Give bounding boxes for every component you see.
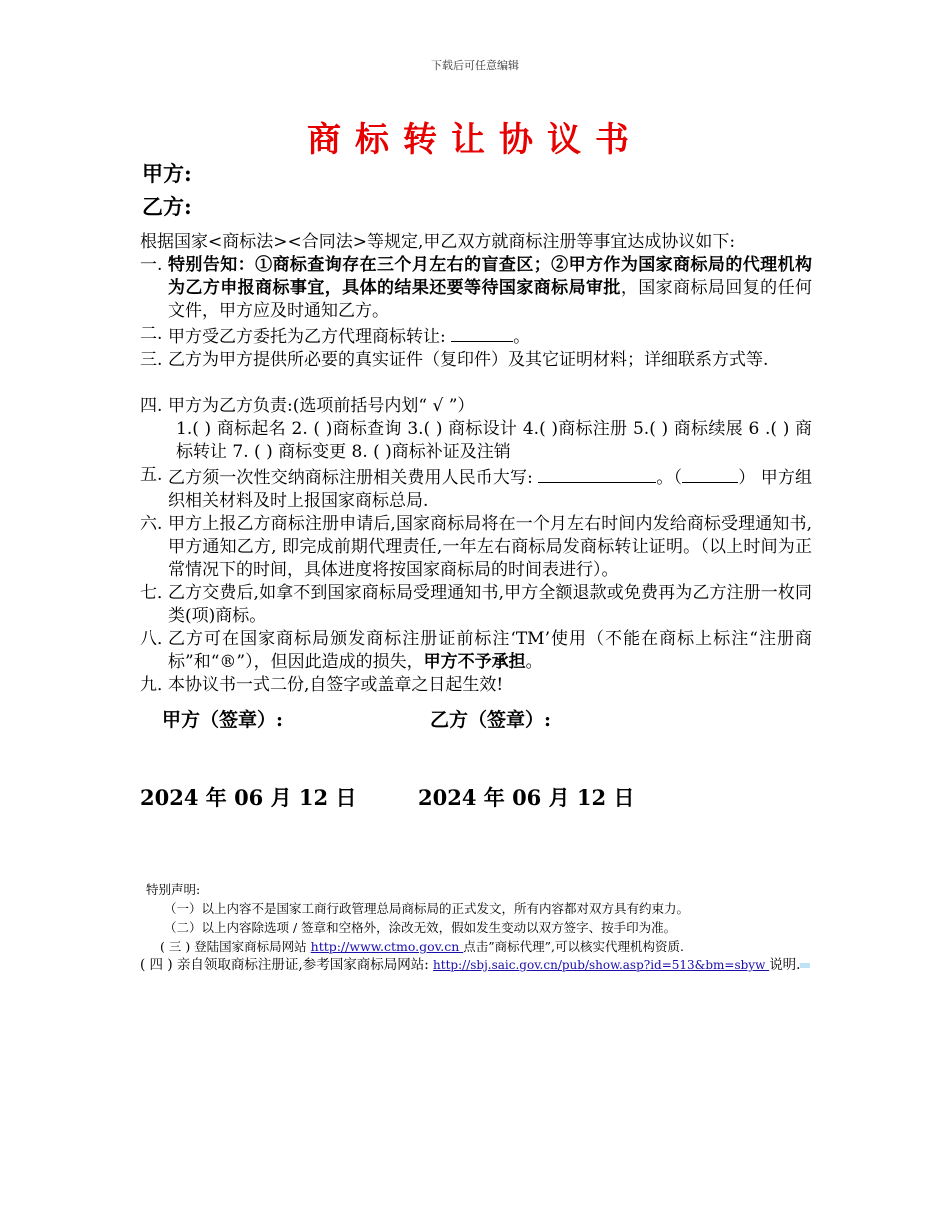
clause-number: 九． [140,675,174,695]
clause-number: 一. [140,255,163,275]
page-header-note: 下载后可任意编辑 [431,59,519,72]
punctuation: 。（ [656,468,683,488]
special-notice-text: 特别告知：①商标查询存在三个月左右的盲查区；②甲方作为国家商标局的代理机构为乙方申报商标事宜，具体的结果还要等待国家商标局审批 [168,255,812,298]
clause-text: 甲方受乙方委托为乙方代理商标转让: [168,327,446,347]
fee-number-blank-field[interactable] [682,464,738,483]
clause-text: 乙方为甲方提供所必要的真实证件（复印件）及其它证明材料；详细联系方式等. [168,350,769,370]
clause-8 [140,628,812,674]
agreement-body [140,231,812,697]
clause-4 [140,395,812,418]
party-b-date: 2024 年 06 月 12 日 [418,785,635,810]
highlight-mark [800,963,810,968]
party-a-signature-label: 甲方（签章）: [162,709,284,731]
party-b-signature-label: 乙方（签章）: [430,709,552,731]
saic-website-link[interactable]: http://sbj.saic.gov.cn/pub/show.asp?id=513&bm=sbyw [433,958,770,972]
date-row [140,782,634,812]
clause-text: ） 甲方组织相关材料及时上报国家商标总局. [168,468,813,511]
party-b-label: 乙方: [142,194,192,219]
statement-text: 说明. [769,957,801,973]
statement-item-4 [140,956,840,975]
document-title: 商标转让协议书 [307,120,643,160]
intro-paragraph: 根据国家<商标法><合同法>等规定,甲乙双方就商标注册等事宜达成协议如下: [140,232,736,252]
fee-amount-blank-field[interactable] [538,464,656,483]
clause-number: 二. [140,324,163,344]
statement-item-1: （一）以上内容不是国家工商行政管理总局商标局的正式发文，所有内容都对双方具有约束力。 [164,901,690,916]
clause-text: 甲方为乙方负责:(选项前括号内划“ √ ”） [168,396,475,416]
statement-text: 点击”商标代理”,可以核实代理机构资质. [463,939,684,954]
clause-text: 乙方交费后,如拿不到国家商标局受理通知书,甲方全额退款或免费再为乙方注册一枚同类(项)商标。 [168,583,812,626]
statement-text: ( 三 ) 登陆国家商标局网站 [160,939,311,954]
punctuation: 。 [513,327,531,347]
statement-item-3 [140,937,840,956]
statement-text: ( 四 ) 亲自领取商标注册证,参考国家商标局网站: [140,957,434,973]
clause-text: 甲方上报乙方商标注册申请后,国家商标局将在一个月左右时间内发给商标受理通知书,甲方通知乙方, 即完成前期代理责任,一年左右商标局发商标转让证明。（以上时间为正常情况下的时间，具体进度将按国家商标局的时间表进行）。 [168,514,812,580]
clause-5 [140,464,812,513]
clause-text: 乙方可在国家商标局颁发商标注册证前标注‘TM’使用（不能在商标上标注“注册商标”和“®”），但因此造成的损失， [168,629,812,672]
clause-number: 八． [140,629,174,649]
clause-2 [140,323,812,349]
clause-9 [140,674,812,697]
clause-number: 四. [140,396,163,416]
clause-number: 七． [140,583,174,603]
clause-text: 乙方须一次性交纳商标注册相关费用人民币大写: [168,468,533,488]
clause-text: 本协议书一式二份,自签字或盖章之日起生效! [168,675,504,695]
service-options[interactable]: 1.( ) 商标起名 2. ( )商标查询 3.( ) 商标设计 4.( )商标注册 5.( ) 商标续展 6 .( ) 商标转让 7. ( ) 商标变更 8. ( )商标补证及注销 [176,419,812,462]
disclaimer-text: 甲方不予承担 [423,652,526,672]
party-a-date: 2024 年 06 月 12 日 [140,785,357,810]
statement-heading: 特别声明: [146,882,201,897]
trademark-blank-field[interactable] [451,323,513,342]
special-statement [140,880,840,975]
statement-item-2: （二）以上内容除选项 / 签章和空格外，涂改无效，假如发生变动以双方签字、按手印为准。 [164,920,677,935]
signature-row [162,705,551,732]
clause-3 [140,349,812,372]
party-a-label: 甲方: [142,161,192,186]
clause-1 [140,254,812,323]
clause-6 [140,513,812,582]
clause-number: 三. [140,350,163,370]
clause-7 [140,582,812,628]
clause-number: 六. [140,514,163,534]
clause-text: ，国家商标局回复的任何文件，甲方应及时通知乙方。 [168,278,813,321]
punctuation: 。 [525,652,543,672]
ctmo-website-link[interactable]: http://www.ctmo.gov.cn [310,939,464,954]
clause-number: 五. [140,465,163,485]
